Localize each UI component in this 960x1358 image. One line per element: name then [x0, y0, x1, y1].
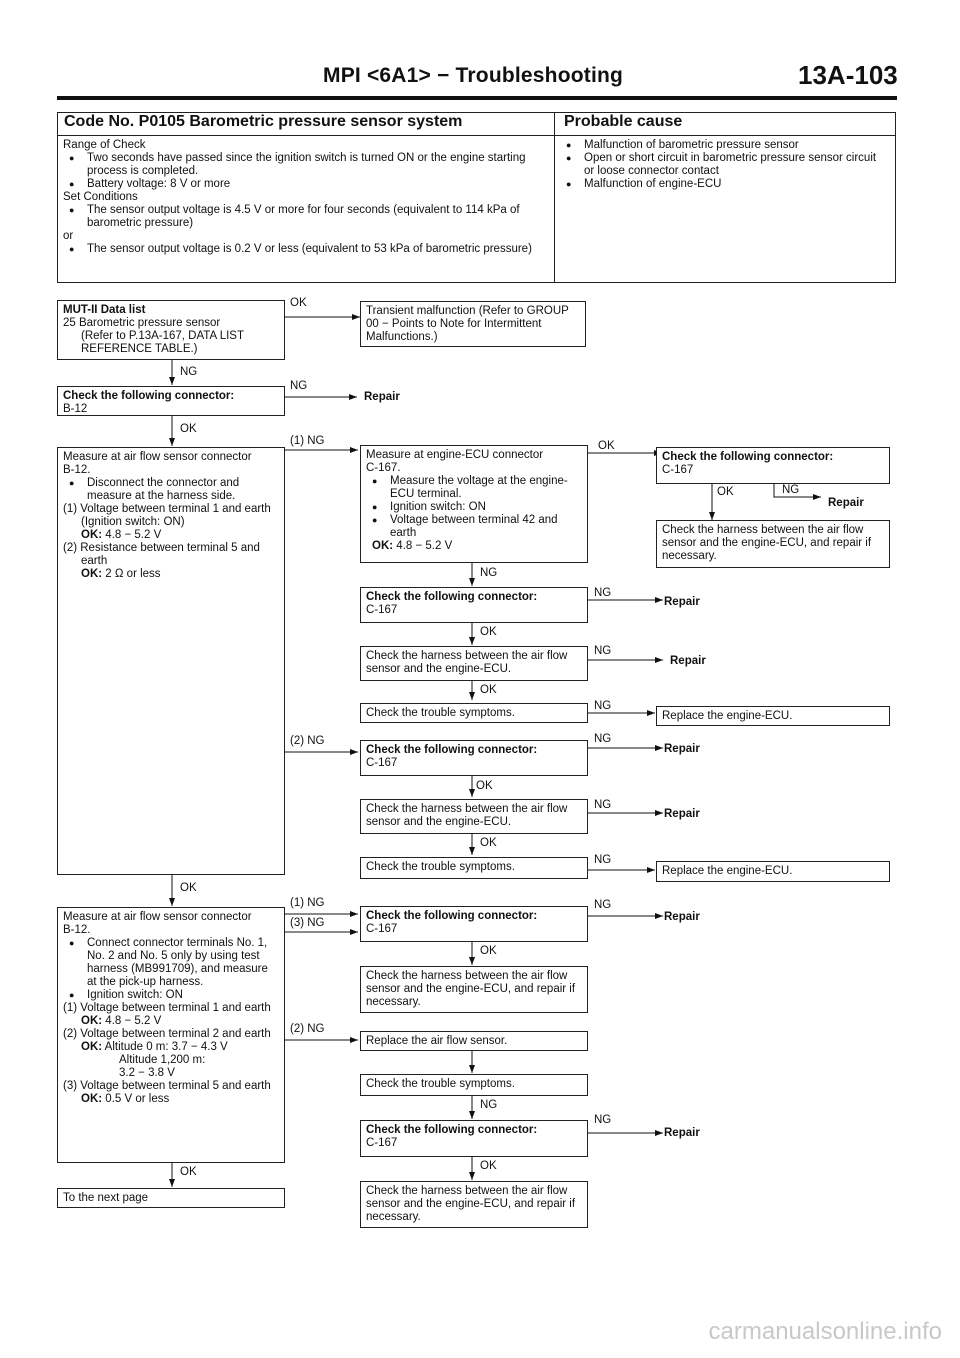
repair-label: Repair [664, 596, 700, 608]
ok-value: Altitude 0 m: 3.7 − 4.3 V [104, 1041, 228, 1053]
ng-label: NG [594, 799, 612, 811]
measure-step: (3) Voltage between terminal 5 and earth [63, 1080, 271, 1092]
ecu-text: C-167. [366, 462, 401, 474]
connector-id: C-167 [366, 757, 398, 769]
cause-item: ● Open or short circuit in barometric pressure sensor circuit or loose connector contact [560, 152, 880, 178]
replace-ecu-box: Replace the engine-ECU. [656, 706, 890, 726]
repair-label: Repair [664, 1127, 700, 1139]
connector-id: C-167 [662, 464, 694, 476]
set-item: ● The sensor output voltage is 4.5 V or more for four seconds (equivalent to 114 kPa of barometric pressure) [63, 204, 549, 230]
harness-repair-box: Check the harness between the air flow sensor and the engine-ECU, and repair if necessary. [360, 1181, 588, 1228]
check-conn-label: Check the following connector: [366, 910, 538, 922]
replace-afs-box: Replace the air flow sensor. [360, 1031, 588, 1051]
measure-afs-pickup-box [57, 907, 285, 1163]
ng-label: NG [594, 645, 612, 657]
measure-step: (1) Voltage between terminal 1 and earth [63, 1002, 271, 1014]
ng-label: NG [594, 1114, 612, 1126]
measure-step: (2) Voltage between terminal 2 and earth [63, 1028, 271, 1040]
connector-id: C-167 [366, 604, 398, 616]
ok-label: OK [480, 837, 497, 849]
ok-value: 4.8 − 5.2 V [105, 529, 162, 541]
range-item: ● Battery voltage: 8 V or more [63, 178, 549, 191]
ok-label: OK [480, 1160, 497, 1172]
replace-ecu-box: Replace the engine-ECU. [656, 861, 890, 882]
ng3-label: (3) NG [290, 917, 325, 929]
measure-afs-harness-box [57, 447, 285, 875]
ecu-text: Measure at engine-ECU connector [366, 449, 544, 461]
check-conn-label: Check the following connector: [366, 1124, 538, 1136]
measure-text: B-12. [63, 924, 91, 936]
range-label: Range of Check [63, 139, 146, 151]
check-c167-box [360, 740, 588, 776]
cause-title: Probable cause [564, 113, 683, 130]
ok-label: OK [180, 423, 197, 435]
trouble-symptoms-box: Check the trouble symptoms. [360, 1074, 588, 1096]
mut-line: (Refer to P.13A-167, DATA LIST REFERENCE TABLE.) [81, 330, 244, 355]
ok-label: OK [290, 297, 307, 309]
ng1-label: (1) NG [290, 435, 325, 447]
measure-text: Measure at air flow sensor connector [63, 451, 252, 463]
connector-id: C-167 [366, 1137, 398, 1149]
ng-label: NG [594, 899, 612, 911]
ng-label: NG [594, 587, 612, 599]
check-c167-box [360, 1120, 588, 1157]
ng-label: NG [290, 380, 308, 392]
ng-label: NG [594, 700, 612, 712]
ok-label: OK [480, 684, 497, 696]
ok-text: OK: [81, 529, 103, 541]
ecu-step: ● Measure the voltage at the engine-ECU terminal. [366, 475, 582, 501]
mut-data-list-box [57, 300, 285, 360]
ok-label: OK [480, 945, 497, 957]
ok-value: 4.8 − 5.2 V [105, 1015, 162, 1027]
check-c167-box [360, 587, 588, 623]
mut-title: MUT-II Data list [63, 304, 146, 316]
repair-label: Repair [364, 391, 400, 403]
harness-repair-box: Check the harness between the air flow sensor and the engine-ECU, and repair if necessary. [360, 966, 588, 1013]
ok-value: 4.8 − 5.2 V [396, 540, 453, 552]
ng2-label: (2) NG [290, 1023, 325, 1035]
ok-value: Altitude 1,200 m: [119, 1054, 206, 1066]
connector-id: C-167 [366, 923, 398, 935]
harness-check-box: Check the harness between the air flow sensor and the engine-ECU. [360, 799, 588, 834]
page-title: MPI <6A1> − Troubleshooting [323, 64, 624, 87]
check-c167-box [656, 447, 890, 484]
ok-text: OK: [81, 568, 103, 580]
next-page-box: To the next page [57, 1188, 285, 1208]
range-item: ● Two seconds have passed since the ignition switch is turned ON or the engine starting process is completed. [63, 152, 549, 178]
ok-label: OK [598, 440, 615, 452]
page-number: 13A-103 [798, 60, 898, 90]
measure-step: ● Disconnect the connector and measure at the harness side. [63, 477, 279, 503]
ok-value: 2 Ω or less [105, 568, 161, 580]
repair-label: Repair [664, 808, 700, 820]
ok-text: OK: [81, 1015, 103, 1027]
measure-ecu-box [360, 445, 588, 563]
measure-text: Measure at air flow sensor connector [63, 911, 252, 923]
measure-text: B-12. [63, 464, 91, 476]
transient-box: Transient malfunction (Refer to GROUP 00 − Points to Note for Intermittent Malfunctions.) [360, 301, 586, 347]
ng1-label: (1) NG [290, 897, 325, 909]
ng-label: NG [480, 1099, 498, 1111]
or-label: or [63, 230, 74, 242]
ok-text: OK: [372, 540, 394, 552]
check-conn-label: Check the following connector: [662, 451, 834, 463]
ng-label: NG [782, 484, 800, 496]
ok-value: 3.2 − 3.8 V [119, 1067, 175, 1079]
ok-label: OK [480, 626, 497, 638]
mut-line: 25 Barometric pressure sensor [63, 317, 221, 329]
ng-label: NG [594, 854, 612, 866]
check-b12-box [57, 386, 285, 416]
measure-step: ● Ignition switch: ON [63, 989, 279, 1002]
ok-label: OK [717, 486, 734, 498]
ng-label: NG [594, 733, 612, 745]
check-c167-box [360, 906, 588, 942]
check-conn-label: Check the following connector: [366, 591, 538, 603]
trouble-symptoms-box: Check the trouble symptoms. [360, 857, 588, 879]
cause-item: ● Malfunction of barometric pressure sensor [560, 139, 880, 152]
ok-text: OK: [81, 1093, 103, 1105]
ok-label: OK [180, 1166, 197, 1178]
watermark: carmanualsonline.info [708, 1318, 942, 1345]
measure-step: (2) Resistance between terminal 5 and earth [63, 542, 260, 567]
code-title: Code No. P0105 Barometric pressure sensor system [64, 113, 463, 130]
repair-label: Repair [670, 655, 706, 667]
connector-id: B-12 [63, 403, 88, 415]
set-item: ● The sensor output voltage is 0.2 V or less (equivalent to 53 kPa of barometric pressure) [63, 243, 549, 256]
ok-label: OK [476, 780, 493, 792]
ng2-label: (2) NG [290, 735, 325, 747]
check-conn-label: Check the following connector: [366, 744, 538, 756]
trouble-symptoms-box: Check the trouble symptoms. [360, 703, 588, 723]
repair-label: Repair [664, 911, 700, 923]
ecu-step: ● Voltage between terminal 42 and earth [366, 514, 582, 540]
ok-text: OK: [81, 1041, 103, 1053]
ok-value: 0.5 V or less [105, 1093, 170, 1105]
harness-repair-box: Check the harness between the air flow sensor and the engine-ECU, and repair if necessary. [656, 520, 890, 568]
harness-check-box: Check the harness between the air flow sensor and the engine-ECU. [360, 646, 588, 681]
ecu-step: ● Ignition switch: ON [366, 501, 582, 514]
set-label: Set Conditions [63, 191, 138, 203]
ok-label: OK [180, 882, 197, 894]
repair-label: Repair [828, 497, 864, 509]
ng-label: NG [180, 366, 198, 378]
measure-step: ● Connect connector terminals No. 1, No. 2 and No. 5 only by using test harness (MB991709), and measure at the pick-up harness. [63, 937, 279, 989]
repair-label: Repair [664, 743, 700, 755]
cause-item: ● Malfunction of engine-ECU [560, 178, 880, 191]
measure-step: (1) Voltage between terminal 1 and earth (Ignition switch: ON) [63, 503, 271, 528]
check-conn-label: Check the following connector: [63, 390, 235, 402]
ng-label: NG [480, 567, 498, 579]
